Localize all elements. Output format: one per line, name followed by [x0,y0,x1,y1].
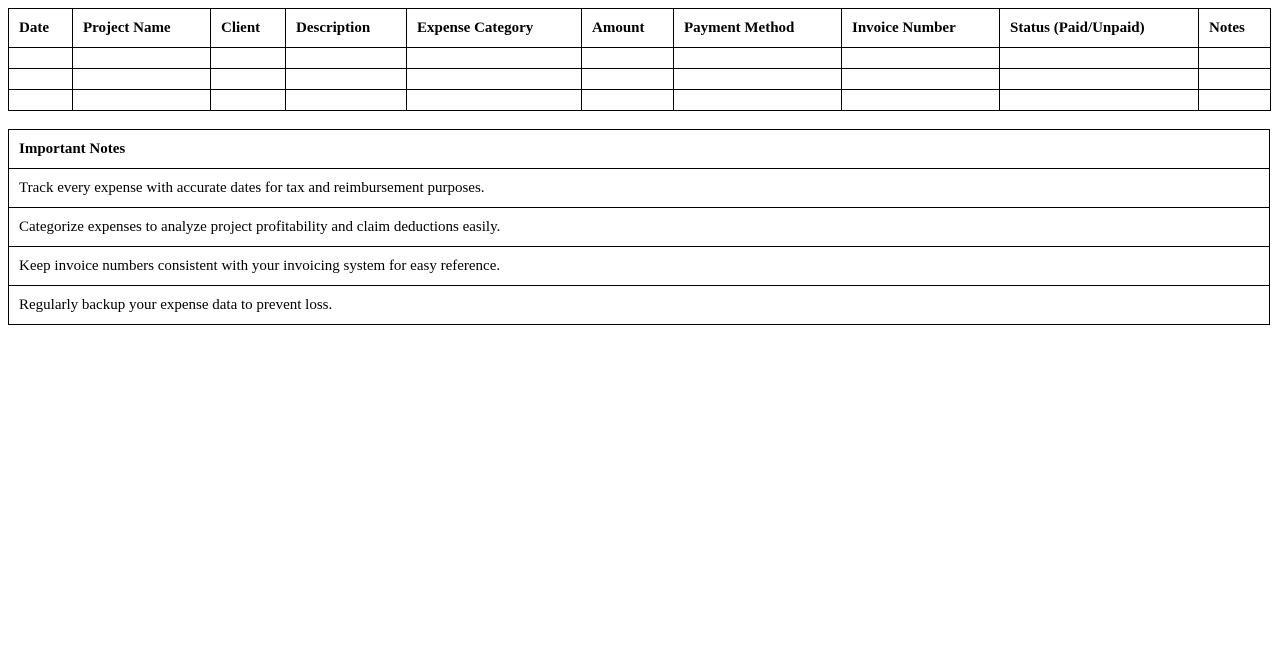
table-cell[interactable] [842,69,1000,90]
table-cell[interactable] [73,48,211,69]
note-item: Track every expense with accurate dates for tax and reimbursement purposes. [9,169,1270,208]
column-header-project-name: Project Name [73,9,211,48]
column-header-date: Date [9,9,73,48]
note-item: Regularly backup your expense data to prevent loss. [9,286,1270,325]
table-cell[interactable] [9,69,73,90]
note-item: Keep invoice numbers consistent with your invoicing system for easy reference. [9,247,1270,286]
table-cell[interactable] [842,90,1000,111]
table-cell[interactable] [582,90,674,111]
table-cell[interactable] [9,48,73,69]
table-cell[interactable] [582,69,674,90]
table-cell[interactable] [674,48,842,69]
table-cell[interactable] [73,69,211,90]
column-header-status: Status (Paid/Unpaid) [1000,9,1199,48]
column-header-payment-method: Payment Method [674,9,842,48]
table-cell[interactable] [9,90,73,111]
table-cell[interactable] [211,48,286,69]
column-header-notes: Notes [1199,9,1271,48]
table-cell[interactable] [1199,69,1271,90]
table-row [9,69,1271,90]
column-header-invoice-number: Invoice Number [842,9,1000,48]
table-cell[interactable] [1199,48,1271,69]
table-cell[interactable] [1199,90,1271,111]
table-cell[interactable] [407,90,582,111]
table-cell[interactable] [582,48,674,69]
header-row [9,9,1271,48]
notes-header-row [9,130,1270,169]
notes-row [9,169,1270,208]
table-cell[interactable] [1000,90,1199,111]
table-cell[interactable] [407,48,582,69]
column-header-description: Description [286,9,407,48]
table-cell[interactable] [842,48,1000,69]
table-cell[interactable] [286,69,407,90]
table-row [9,90,1271,111]
table-cell[interactable] [73,90,211,111]
notes-row [9,247,1270,286]
table-cell[interactable] [286,90,407,111]
table-cell[interactable] [407,69,582,90]
table-cell[interactable] [211,90,286,111]
expense-table [8,8,1271,111]
table-cell[interactable] [674,90,842,111]
important-notes-table [8,129,1270,325]
column-header-amount: Amount [582,9,674,48]
table-cell[interactable] [211,69,286,90]
important-notes-heading: Important Notes [9,130,1270,169]
notes-row [9,208,1270,247]
notes-row [9,286,1270,325]
table-cell[interactable] [674,69,842,90]
table-cell[interactable] [286,48,407,69]
table-cell[interactable] [1000,48,1199,69]
column-header-expense-category: Expense Category [407,9,582,48]
table-cell[interactable] [1000,69,1199,90]
column-header-client: Client [211,9,286,48]
note-item: Categorize expenses to analyze project profitability and claim deductions easily. [9,208,1270,247]
table-row [9,48,1271,69]
